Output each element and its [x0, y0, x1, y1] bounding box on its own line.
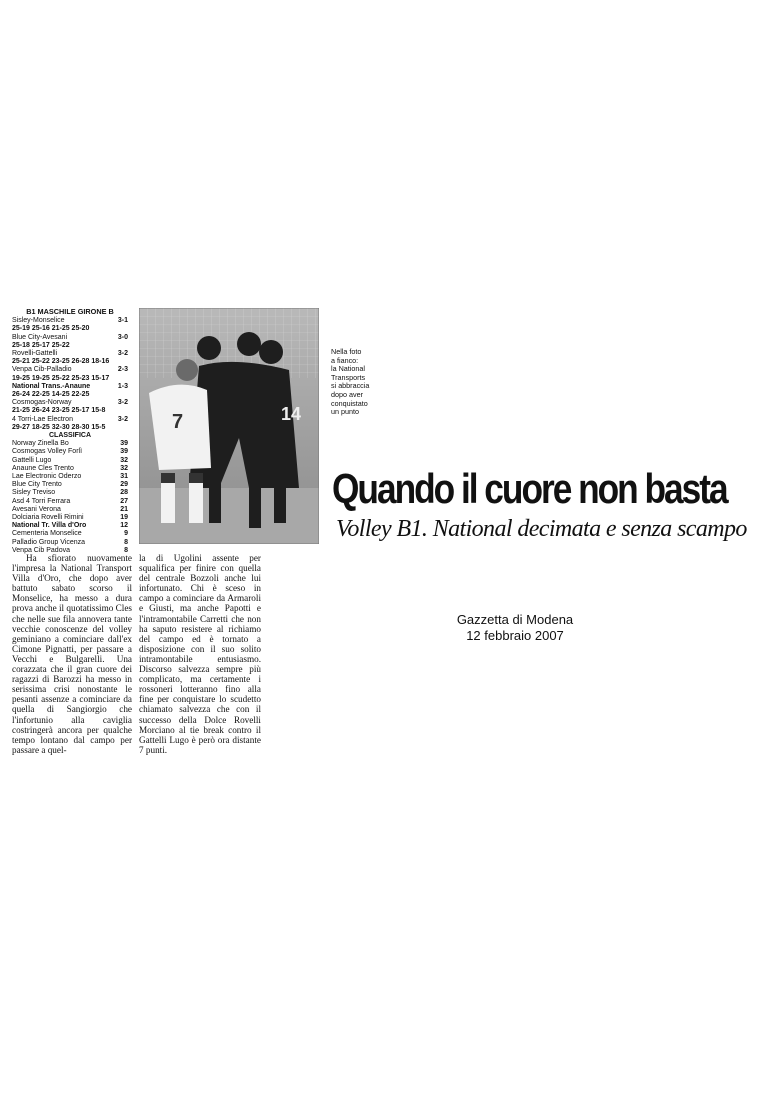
- team-name: Dolciaria Rovelli Rimini: [12, 514, 84, 522]
- team-name: National Tr. Villa d'Oro: [12, 522, 87, 530]
- classifica-row: [12, 522, 128, 530]
- classifica-row: [12, 506, 128, 514]
- photo-caption: [331, 348, 387, 417]
- classifica-row: [12, 448, 128, 456]
- team-points: 29: [120, 481, 128, 489]
- team-name: Venpa Cib Padova: [12, 546, 70, 554]
- caption-line: a fianco:: [331, 355, 359, 365]
- match-row: [12, 366, 128, 374]
- match-set-scores: 25-21 25-22 23-25 26-28 18-16: [12, 358, 110, 366]
- headline: Quando il cuore non basta: [332, 465, 727, 512]
- caption-line: un punto: [331, 407, 359, 417]
- match-row: [12, 416, 128, 424]
- caption-line: dopo aver: [331, 389, 363, 399]
- publication-name: Gazzetta di Modena: [456, 612, 574, 627]
- team-name: Blue City Trento: [12, 481, 62, 489]
- match-set-scores: 26-24 22-25 14-25 22-25: [12, 391, 90, 399]
- caption-line: conquistato: [331, 398, 368, 408]
- team-points: 8: [124, 538, 128, 546]
- jersey-number: 7: [172, 411, 184, 433]
- classifica-row: [12, 489, 128, 497]
- classifica-row: [12, 473, 128, 481]
- team-points: 31: [120, 473, 128, 481]
- article-column-1: Ha sfiorato nuovamente l'impresa la National Transport Villa d'Oro, che dopo aver battuto sabato scorso il Monselice, ha messo a dura prova anche il quotatissimo Cles che nelle sue fila annovera tante vecchie conoscenze del volley geminiano a cominciare dall'ex Cimone Pignatti, per passare a Vecchi e Bulgarelli. Una corazzata che il gran cuore dei ragazzi di Barozzi ha messo in serissima crisi nonostante le pesanti assenze a cominciare da quella di Sangiorgio che l'infortunio alla caviglia costringerà ancora per qualche tempo lontano dal campo per passare a quel-: [12, 553, 132, 755]
- team-points: 32: [120, 464, 128, 472]
- match-teams: National Trans.-Anaune: [12, 382, 91, 390]
- match-teams: Blue City-Avesani: [12, 333, 68, 341]
- match-teams: Venpa Cib-Palladio: [12, 366, 72, 374]
- match-set-scores: 19-25 19-25 25-22 25-23 15-17: [12, 374, 110, 382]
- match-result: 3-2: [117, 350, 128, 358]
- team-points: 32: [120, 456, 128, 464]
- team-name: Palladio Group Vicenza: [12, 538, 86, 546]
- subheadline: Volley B1. National decimata e senza scampo: [336, 516, 747, 542]
- team-points: 9: [124, 530, 128, 538]
- publication-date: 12 febbraio 2007: [466, 628, 564, 643]
- caption-line: la National: [331, 364, 365, 374]
- match-teams: Cosmogas-Norway: [12, 399, 72, 407]
- classifica-row: [12, 457, 128, 465]
- team-points: 8: [124, 546, 128, 554]
- match-row: [12, 399, 128, 407]
- match-row: [12, 350, 128, 358]
- classifica-row: [12, 481, 128, 489]
- classifica-row: [12, 465, 128, 473]
- jersey-number: 14: [281, 404, 302, 424]
- team-name: Lae Electronic Oderzo: [12, 473, 82, 481]
- classifica-row: [12, 440, 128, 448]
- caption-line: Nella foto: [331, 347, 362, 356]
- team-name: Sisley Treviso: [12, 489, 56, 497]
- match-result: 2-3: [117, 366, 128, 374]
- team-name: Avesani Verona: [12, 505, 61, 513]
- team-name: Cosmogas Volley Forlì: [12, 448, 83, 456]
- team-points: 39: [120, 440, 128, 448]
- results-box: [12, 308, 128, 555]
- team-photo: [139, 308, 319, 544]
- team-name: Norway Zinella Bo: [12, 440, 69, 448]
- match-result: 3-2: [117, 399, 128, 407]
- classifica-row: [12, 530, 128, 538]
- caption-line: si abbraccia: [331, 381, 370, 391]
- match-teams: 4 Torri-Lae Electron: [12, 415, 73, 423]
- match-row: [12, 334, 128, 342]
- team-name: Gattelli Lugo: [12, 456, 52, 464]
- match-result: 3-2: [117, 415, 128, 423]
- team-points: 39: [120, 448, 128, 456]
- standings-title: B1 MASCHILE GIRONE B: [26, 307, 114, 316]
- match-result: 3-0: [117, 333, 128, 341]
- match-teams: Sisley-Monselice: [12, 317, 65, 325]
- match-set-scores: 29-27 18-25 32-30 28-30 15-5: [12, 423, 106, 431]
- match-row: [12, 383, 128, 391]
- team-points: 19: [120, 514, 128, 522]
- match-teams: Rovelli-Gattelli: [12, 350, 58, 358]
- article-column-2: la di Ugolini assente per squalifica per finire con quella del centrale Bozzoli anche lui infortunato. Chi è sceso in campo a cominciare da Armaroli e Giusti, ma anche Papotti e l'intramontabile Carretti che non ha saputo resistere al richiamo del campo ed è tornato a disposizione con il suo solito intramontabile entusiasmo. Discorso salvezza sempre più complicato, ma certamente i rossoneri lotteranno fino alla fine per conquistare lo scudetto chiamato salvezza che con il successo della Dolce Rovelli Morciano al tie break contro il Gattelli Lugo è però ora distante 7 punti.: [139, 553, 261, 755]
- team-name: Asd 4 Torri Ferrara: [12, 497, 71, 505]
- classifica-row: [12, 539, 128, 547]
- classifica-row: [12, 514, 128, 522]
- match-set-scores: 25-19 25-16 21-25 25-20: [12, 325, 90, 333]
- team-name: Anaune Cles Trento: [12, 464, 74, 472]
- team-name: Cementeria Monselice: [12, 530, 82, 538]
- match-results: [12, 317, 128, 432]
- match-set-scores: 21-25 26-24 23-25 25-17 15-8: [12, 407, 106, 415]
- team-points: 28: [120, 489, 128, 497]
- match-result: 3-1: [117, 317, 128, 325]
- match-result: 1-3: [117, 382, 128, 390]
- match-row: [12, 317, 128, 325]
- team-points: 12: [120, 522, 128, 530]
- classifica-table: [12, 440, 128, 555]
- classifica-title: CLASSIFICA: [49, 432, 91, 440]
- classifica-row: [12, 498, 128, 506]
- source-block: [420, 612, 610, 644]
- match-set-scores: 25-18 25-17 25-22: [12, 341, 70, 349]
- volleyball-players-photo: [139, 308, 319, 544]
- team-points: 21: [120, 505, 128, 513]
- caption-line: Transports: [331, 372, 366, 382]
- team-points: 27: [120, 497, 128, 505]
